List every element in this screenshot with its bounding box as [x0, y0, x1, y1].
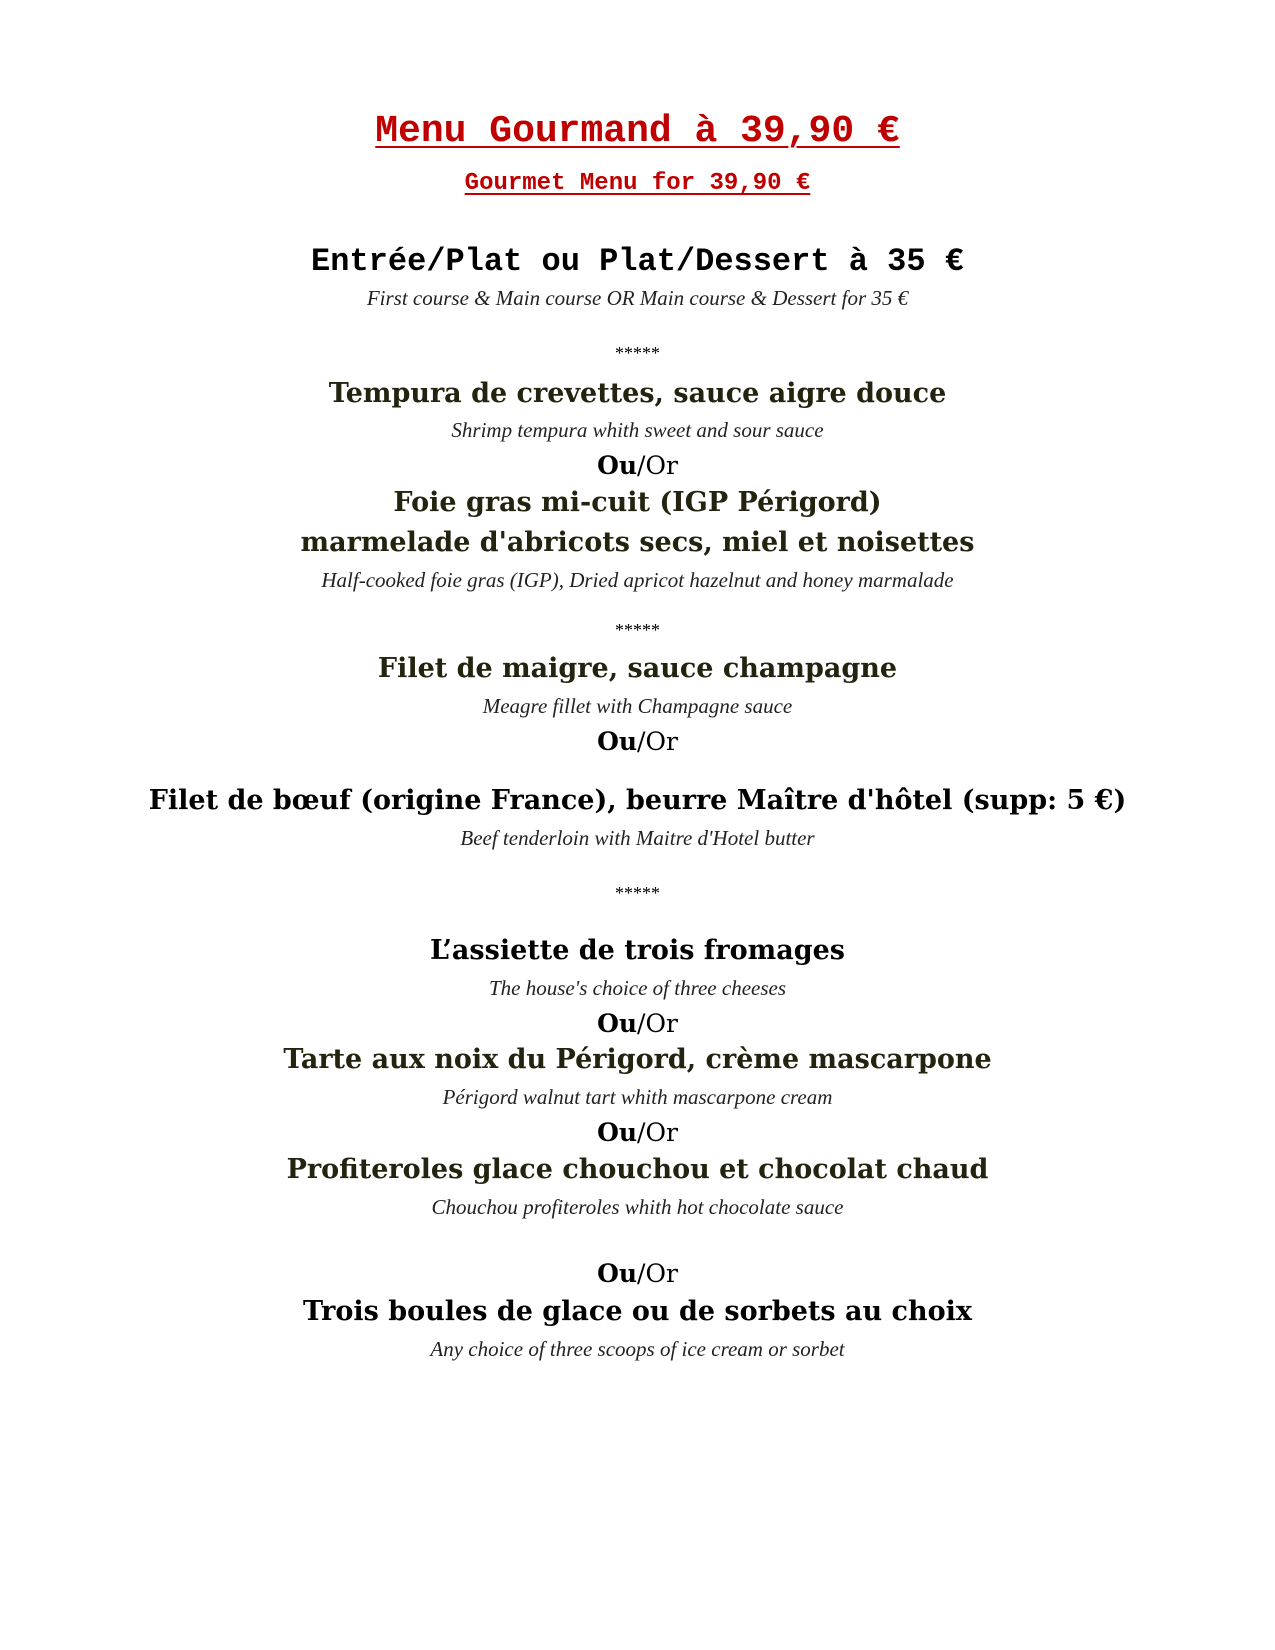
dessert-name: Tarte aux noix du Périgord, crème mascarpone [283, 1044, 992, 1075]
or-french: Ou [597, 727, 638, 756]
menu-title: Menu Gourmand à 39,90 € [375, 110, 900, 153]
or-french: Ou [597, 1118, 638, 1147]
or-french: Ou [597, 451, 638, 480]
or-english: /Or [637, 1009, 678, 1038]
dessert-desc: Périgord walnut tart whith mascarpone cream [442, 1085, 833, 1109]
separator: ***** [615, 883, 660, 903]
formula-heading: Entrée/Plat ou Plat/Dessert à 35 € [311, 243, 964, 280]
menu-subtitle: Gourmet Menu for 39,90 € [464, 170, 811, 197]
dessert-desc: The house's choice of three cheeses [488, 976, 787, 1000]
starter-desc: Half-cooked foie gras (IGP), Dried apricot hazelnut and honey marmalade [321, 568, 954, 592]
separator: ***** [615, 620, 660, 640]
main-desc: Beef tenderloin with Maitre d'Hotel butter [460, 826, 815, 850]
or-english: /Or [637, 727, 678, 756]
dessert-desc: Chouchou profiteroles whith hot chocolate sauce [431, 1195, 844, 1219]
or-separator [0, 1118, 1275, 1147]
dessert-name: Profiteroles glace chouchou et chocolat chaud [286, 1154, 989, 1185]
dessert-name: Trois boules de glace ou de sorbets au choix [303, 1296, 972, 1327]
dessert-desc: Any choice of three scoops of ice cream or sorbet [430, 1337, 845, 1361]
or-english: /Or [637, 451, 678, 480]
starter-desc: Shrimp tempura whith sweet and sour sauce [451, 418, 824, 442]
or-separator [0, 1009, 1275, 1038]
or-french: Ou [597, 1259, 638, 1288]
or-separator [0, 451, 1275, 480]
starter-name: Tempura de crevettes, sauce aigre douce [328, 378, 947, 409]
or-english: /Or [637, 1118, 678, 1147]
main-name: Filet de maigre, sauce champagne [377, 653, 898, 684]
or-separator [0, 1259, 1275, 1288]
starter-name: Foie gras mi-cuit (IGP Périgord) [393, 487, 882, 518]
starter-name-line2: marmelade d'abricots secs, miel et noisettes [300, 527, 975, 558]
or-separator [0, 727, 1275, 756]
formula-english: First course & Main course OR Main course & Dessert for 35 € [366, 286, 909, 310]
main-name: Filet de bœuf (origine France), beurre Maître d'hôtel (supp: 5 €) [148, 785, 1127, 816]
or-english: /Or [637, 1259, 678, 1288]
dessert-name: L’assiette de trois fromages [430, 935, 845, 966]
or-french: Ou [597, 1009, 638, 1038]
separator: ***** [615, 343, 660, 363]
main-desc: Meagre fillet with Champagne sauce [482, 694, 793, 718]
